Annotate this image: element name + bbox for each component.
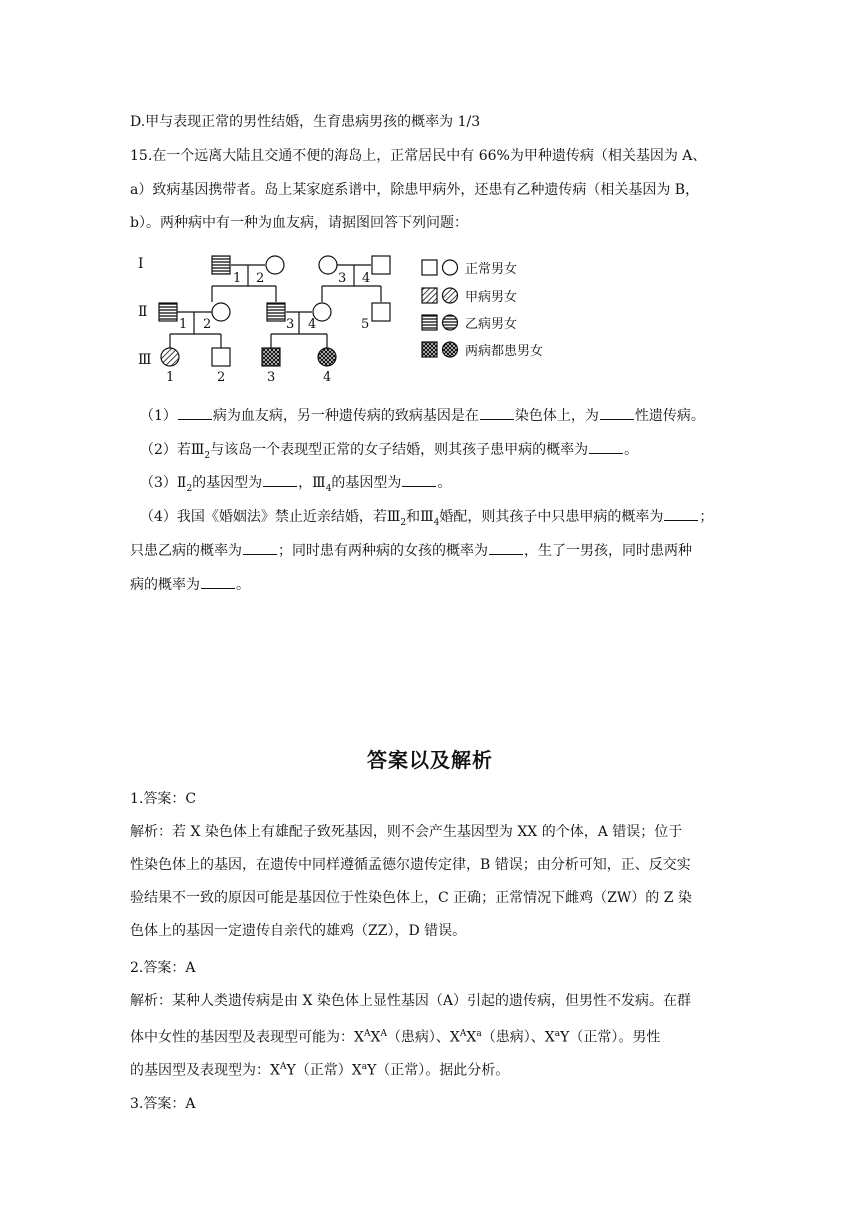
generation-label-3: Ⅲ: [138, 352, 152, 368]
explanation-1-line-2: 性染色体上的基因，在遗传中同样遵循孟德尔遗传定律，B 错误；由分析可知，正、反交实: [130, 857, 691, 873]
answer-blank[interactable]: [263, 472, 297, 487]
q15-sub-4-line-3: 病的概率为 。: [130, 574, 250, 595]
answer-blank[interactable]: [402, 472, 436, 487]
explanation-1-line-1: 解析：若 X 染色体上有雄配子致死基因，则不会产生基因型为 XX 的个体，A 错误；位于: [130, 824, 683, 840]
answer-blank[interactable]: [178, 405, 212, 420]
individual-III-2: [212, 348, 230, 366]
number-II-5: 5: [361, 317, 370, 332]
legend-disease-a-male: [422, 288, 437, 303]
q15-sub-1: （1） 病为血友病，另一种遗传病的致病基因是在 染色体上，为 性遗传病。: [140, 405, 705, 426]
legend-disease-b-female: [443, 315, 458, 330]
legend-normal-female: [443, 260, 458, 275]
number-II-4: 4: [308, 317, 317, 332]
individual-I-2: [266, 256, 284, 274]
individual-III-4: [318, 348, 336, 366]
answer-blank[interactable]: [589, 439, 623, 454]
legend-label-both: 两病都患男女: [465, 344, 544, 359]
q15-sub-3: $(3)Ⅱ_2$的基因型为 ，$Ⅲ_4$的基因型为 。: [140, 472, 451, 499]
explanation-1-line-3: 验结果不一致的原因可能是基因位于性染色体上，C 正确；正常情况下雌鸡（ZW）的 Z 染: [130, 890, 692, 906]
explanation-2-line-1: 解析：某种人类遗传病是由 X 染色体上显性基因（A）引起的遗传病，但男性不发病。在群: [130, 993, 691, 1009]
legend-disease-b-male: [422, 315, 437, 330]
question-option-d: D.甲与表现正常的男性结婚，生育患病男孩的概率为 1/3: [130, 114, 481, 130]
individual-I-1: [212, 256, 230, 274]
generation-label-2: Ⅱ: [138, 304, 148, 320]
individual-II-1: [159, 303, 177, 321]
legend-both-male: [422, 342, 437, 357]
legend-label-normal: 正常男女: [465, 262, 518, 277]
individual-I-3: [319, 256, 337, 274]
legend-label-disease-a: 甲病男女: [465, 290, 518, 305]
answer-1: 1.答案：C: [130, 791, 197, 807]
number-II-1: 1: [179, 317, 188, 332]
q15-sub-4: （4）我国《婚姻法》禁止近亲结婚，若$Ⅲ_2$和$Ⅲ_4$婚配，则其孩子中只患甲病的概率为 ；: [140, 506, 713, 533]
number-III-4: 4: [323, 370, 332, 385]
individual-III-1: [161, 348, 179, 366]
individual-II-2: [212, 303, 230, 321]
legend-normal-male: [422, 260, 437, 275]
answer-blank[interactable]: [664, 506, 698, 521]
q15-sub-4-line-2: 只患乙病的概率为 ；同时患有两种病的女孩的概率为 ，生了一男孩，同时患两种: [130, 540, 692, 561]
q15-sub-2: （2）若$Ⅲ_2$与该岛一个表现型正常的女子结婚，则其孩子患甲病的概率为 。: [140, 439, 638, 466]
individual-II-5: [372, 303, 390, 321]
legend-both-female: [443, 342, 458, 357]
explanation-2-line-3: 的基因型及表现型为：$X^AY$（正常）$X^aY$（正常）。据此分析。: [130, 1062, 510, 1079]
answer-3: 3.答案：A: [130, 1096, 196, 1112]
q15-stem-line-1: 15.在一个远离大陆且交通不便的海岛上，正常居民中有 66%为甲种遗传病（相关基因为 A、: [130, 148, 707, 164]
explanation-1-line-4: 色体上的基因一定遗传自亲代的雄鸡（ZZ），D 错误。: [130, 923, 467, 939]
number-II-2: 2: [203, 317, 212, 332]
individual-I-4: [372, 256, 390, 274]
pedigree-diagram: [132, 246, 592, 386]
generation-label-1: Ⅰ: [138, 256, 144, 272]
number-III-1: 1: [166, 370, 175, 385]
number-II-3: 3: [286, 317, 295, 332]
answer-blank[interactable]: [489, 540, 523, 555]
answer-2: 2.答案：A: [130, 960, 196, 976]
legend-disease-a-female: [443, 288, 458, 303]
individual-III-3: [262, 348, 280, 366]
answers-title: 答案以及解析: [367, 748, 493, 772]
answer-blank[interactable]: [600, 405, 634, 420]
number-I-3: 3: [338, 271, 347, 286]
number-I-2: 2: [256, 271, 265, 286]
answer-blank[interactable]: [201, 574, 235, 589]
number-III-3: 3: [267, 370, 276, 385]
q15-stem-line-2: a）致病基因携带者。岛上某家庭系谱中，除患甲病外，还患有乙种遗传病（相关基因为 B，: [130, 182, 700, 198]
q15-stem-line-3: b）。两种病中有一种为血友病，请据图回答下列问题：: [130, 215, 468, 231]
number-I-4: 4: [362, 271, 371, 286]
answer-blank[interactable]: [480, 405, 514, 420]
individual-II-3: [267, 303, 285, 321]
number-III-2: 2: [217, 370, 226, 385]
explanation-2-line-2: 体中女性的基因型及表现型可能为：$X^AX^A$（患病）、$X^AX^a$（患病）、$X^aY$（正常）。男性: [130, 1029, 661, 1046]
number-I-1: 1: [233, 271, 242, 286]
legend-label-disease-b: 乙病男女: [465, 317, 518, 332]
answer-blank[interactable]: [243, 540, 277, 555]
